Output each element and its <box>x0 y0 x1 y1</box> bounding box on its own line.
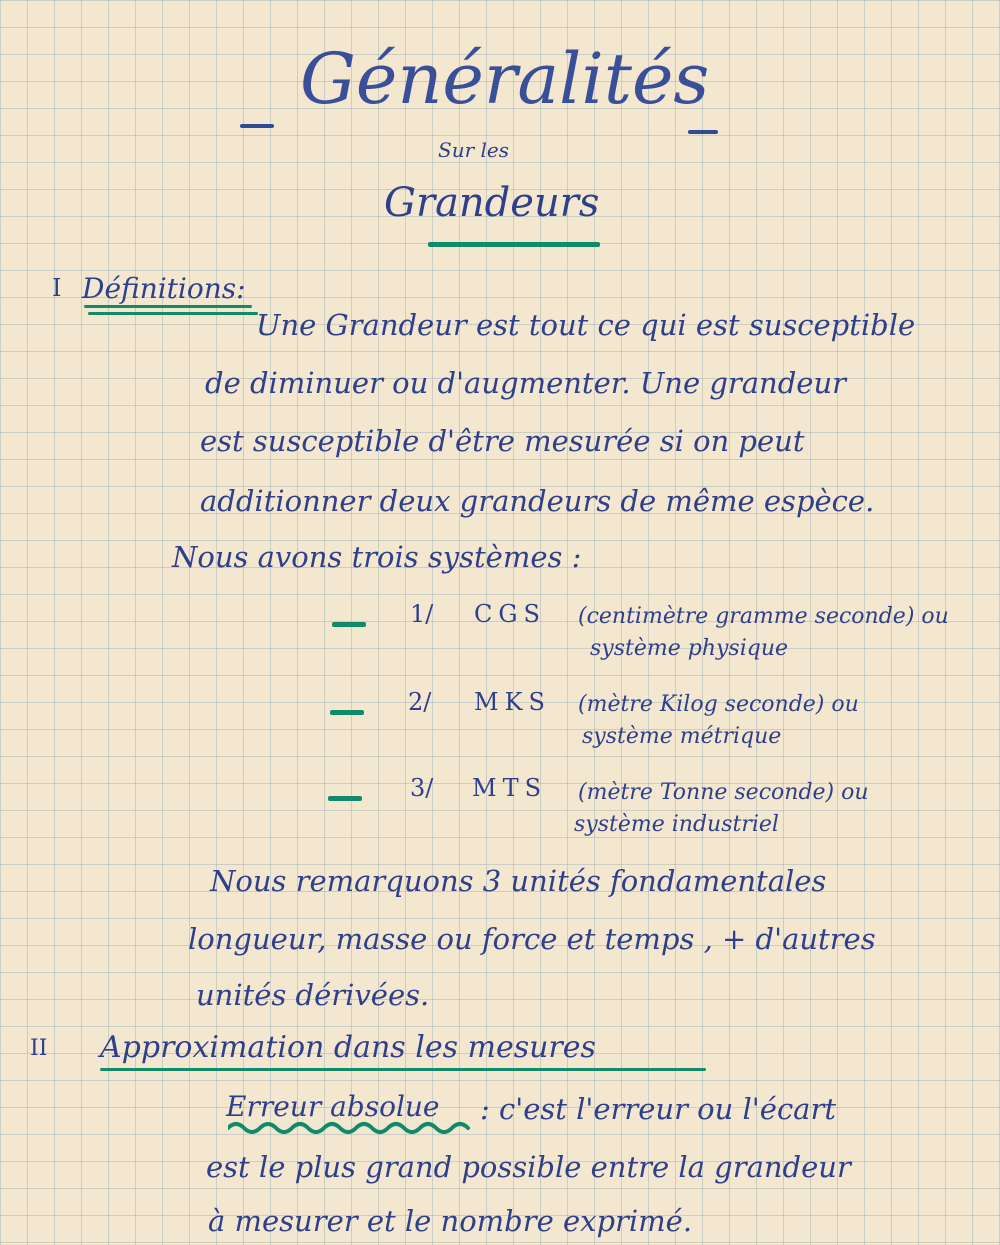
topic-heading: Grandeurs <box>384 180 600 226</box>
system-type: système industriel <box>574 812 779 837</box>
text-line: Une Grandeur est tout ce qui est susceptible <box>256 308 916 342</box>
system-code: MTS <box>472 774 548 802</box>
text-line: est le plus grand possible entre la grandeur <box>206 1150 851 1184</box>
title-dash-right <box>688 130 718 134</box>
section-1-underline-a <box>84 305 252 308</box>
text-line: longueur, masse ou force et temps , + d'autres <box>188 922 876 956</box>
text-line: est susceptible d'être mesurée si on peut <box>200 424 805 458</box>
list-bullet-dash <box>332 622 366 627</box>
system-code: MKS <box>474 688 551 716</box>
title-dash-left <box>240 124 274 128</box>
topic-underline <box>428 242 600 247</box>
system-description: (centimètre gramme seconde) ou <box>578 604 949 629</box>
text-line: Nous avons trois systèmes : <box>172 540 582 574</box>
text-line: de diminuer ou d'augmenter. Une grandeur <box>205 366 847 400</box>
section-2-numeral: II <box>30 1036 48 1061</box>
text-line: à mesurer et le nombre exprimé. <box>208 1204 693 1238</box>
list-bullet-dash <box>328 796 362 801</box>
section-1-underline-b <box>88 312 258 315</box>
bleed-through <box>720 30 727 55</box>
system-number: 1/ <box>410 600 434 628</box>
term-erreur-absolue: Erreur absolue <box>226 1090 440 1123</box>
text-line: : c'est l'erreur ou l'écart <box>480 1092 836 1126</box>
system-number: 3/ <box>410 774 434 802</box>
section-1-heading: Définitions: <box>82 272 246 305</box>
system-description: (mètre Kilog seconde) ou <box>578 692 859 717</box>
wavy-underline <box>228 1120 478 1136</box>
section-2-underline <box>100 1068 706 1071</box>
system-number: 2/ <box>408 688 432 716</box>
page-title: Généralités <box>300 38 710 120</box>
section-2-heading: Approximation dans les mesures <box>100 1030 596 1065</box>
page-subtitle: Sur les <box>438 138 509 162</box>
system-code: CGS <box>474 600 546 628</box>
system-type: système métrique <box>582 724 782 749</box>
section-1-numeral: I <box>52 274 62 302</box>
text-line: unités dérivées. <box>196 978 430 1012</box>
text-line: Nous remarquons 3 unités fondamentales <box>210 864 827 898</box>
text-line: additionner deux grandeurs de même espèce. <box>200 484 875 518</box>
system-type: système physique <box>590 636 789 661</box>
list-bullet-dash <box>330 710 364 715</box>
system-description: (mètre Tonne seconde) ou <box>578 780 869 805</box>
